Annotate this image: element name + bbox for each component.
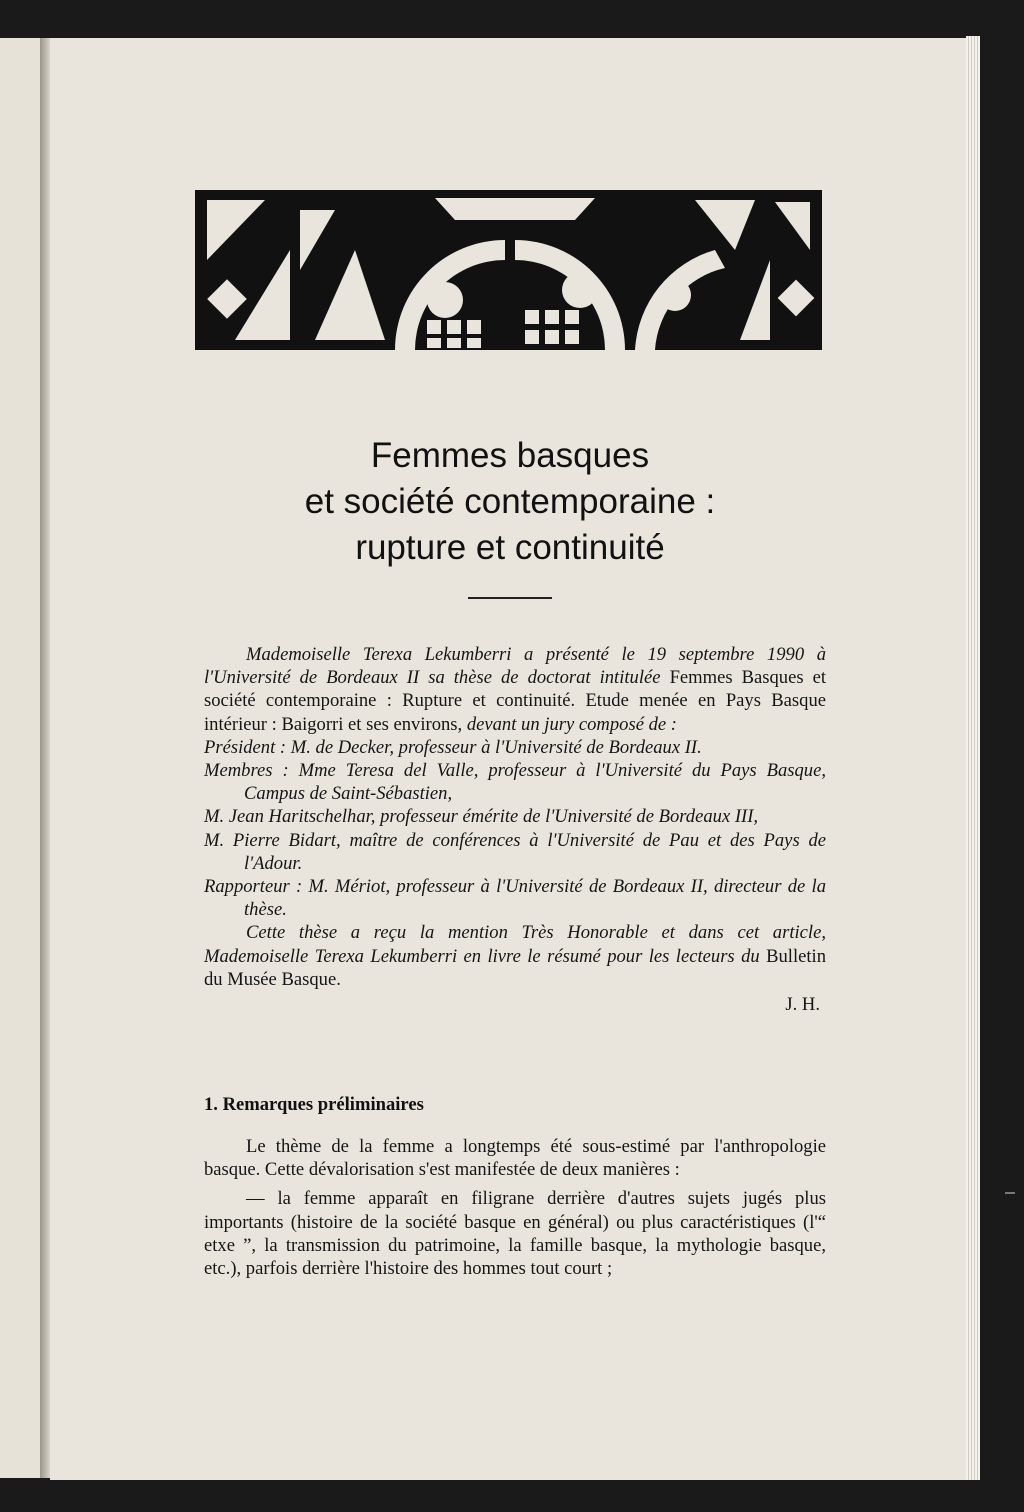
jury-member: Membres : Mme Teresa del Valle, professeur à l'Université du Pays Basque, Campus de Saint-Sébastien, [204, 760, 826, 805]
intro-text-italic: Cette thèse a reçu la mention Très Honorable et dans cet article, Mademoiselle Terexa Lekumberri en livre le résumé pour les lecteurs du [204, 922, 826, 967]
section-body [204, 1135, 826, 1280]
basque-ornament-frieze [195, 190, 822, 350]
intro-paragraph [204, 921, 826, 991]
body-paragraph: Le thème de la femme a longtemps été sous-estimé par l'anthropologie basque. Cette dévalorisation s'est manifestée de deux manières : [204, 1136, 826, 1181]
title-line: rupture et continuité [355, 528, 665, 567]
intro-text-italic: Mademoiselle Terexa Lekumberri a présenté le 19 septembre 1990 à l'Université de Bordeaux II sa thèse de doctorat intitulée [204, 644, 826, 689]
margin-mark [1005, 1192, 1015, 1194]
left-page-edge [0, 38, 40, 1478]
title-line: Femmes basques [370, 436, 650, 475]
jury-member: Rapporteur : M. Mériot, professeur à l'Université de Bordeaux II, directeur de la thèse. [204, 876, 826, 921]
intro-text-italic: devant un jury composé de : [466, 713, 677, 735]
intro-paragraph [204, 643, 826, 736]
intro-note [204, 643, 826, 1016]
title-rule [468, 597, 552, 599]
jury-member: M. Jean Haritschelhar, professeur émérite de l'Université de Bordeaux III, [204, 806, 759, 828]
section-heading: 1. Remarques préliminaires [204, 1094, 424, 1115]
jury-member: Président : M. de Decker, professeur à l'Université de Bordeaux II. [204, 736, 702, 758]
intro-text-roman: Femmes Basques et société contemporaine : Rupture et continuité. Etude menée en Pays Basque intérieur : Baigorri et ses environs, [204, 667, 827, 735]
book-gutter [40, 38, 50, 1478]
article-title [200, 433, 820, 571]
intro-text-roman: Bulletin du Musée Basque. [204, 945, 826, 990]
page-stack-edge [966, 36, 980, 1480]
title-line: et société contemporaine : [304, 482, 716, 521]
signature: J. H. [785, 994, 820, 1016]
jury-member: M. Pierre Bidart, maître de conférences à l'Université de Pau et des Pays de l'Adour. [204, 829, 826, 874]
body-paragraph: — la femme apparaît en filigrane derrière d'autres sujets jugés plus importants (histoire de la société basque en général) ou plus caractéristiques (l'“ etxe ”, la transmission du patrimoine, la famille basque, la mythologie basque, etc.), parfois derrière l'histoire des hommes tout court ; [204, 1188, 826, 1280]
